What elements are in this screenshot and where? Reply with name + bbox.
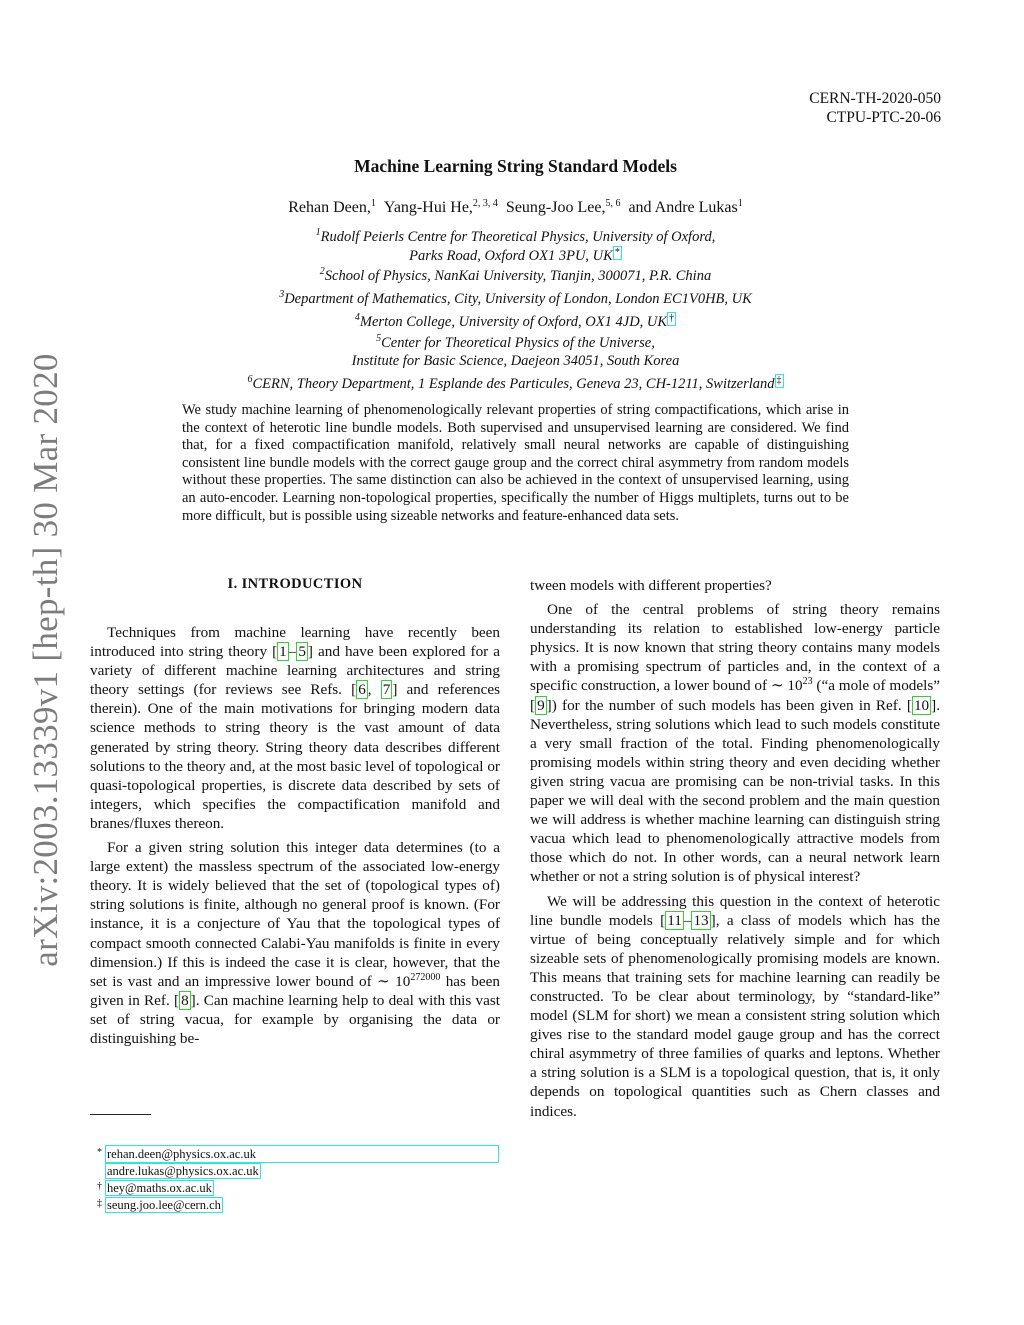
author-name: Seung-Joo Lee, <box>505 199 606 216</box>
footnote-link[interactable]: * <box>614 247 620 258</box>
arxiv-identifier: arXiv:2003.13339v1 [hep-th] 30 Mar 2020 <box>26 353 65 967</box>
affil-number: 3 <box>279 289 285 300</box>
author-affil: 1 <box>737 198 743 209</box>
affil-number: 4 <box>354 312 360 323</box>
affil-number: 5 <box>376 333 382 344</box>
affil-text: Institute for Basic Science, Daejeon 34051, South Korea <box>351 353 680 369</box>
citation-link[interactable]: 6 <box>358 681 366 699</box>
email-link[interactable]: hey@maths.ox.ac.uk <box>107 1181 212 1195</box>
affil-text: Parks Road, Oxford OX1 3PU, UK <box>409 248 613 264</box>
affil-text: CERN, Theory Department, 1 Esplande des Particules, Geneva 23, CH-1211, Switzerland <box>252 376 775 392</box>
paragraph: For a given string solution this integer data determines (to a large extent) the massless spectrum of the associated low-energy theory. It is widely believed that the set of (topological types of) string solutions is finite, although no general proof is known. (For instance, it is a conjecture of Yau that the topological types of compact smooth connected Calabi-Yau manifolds is finite in every dimension.) If this is indeed the case it is clear, however, that the set is vast and an impressive lower bound of ∼ $10^{272000}$ has been given in Ref. [ 8 ]. Can machine learning help to deal with this vast set of string vacua, for example by organising the data or distinguishing be- <box>90 839 500 1047</box>
citation-link[interactable]: 5 <box>298 643 306 661</box>
affil-text: Center for Theoretical Physics of the Universe, <box>381 335 655 351</box>
email-link[interactable]: seung.joo.lee@cern.ch <box>107 1198 221 1212</box>
author-name: Rehan Deen, <box>288 199 371 216</box>
report-number: CERN-TH-2020-050 <box>809 90 941 107</box>
footnote-link[interactable]: † <box>669 313 675 324</box>
affil-text: School of Physics, NanKai University, Tianjin, 300071, P.R. China <box>324 268 712 284</box>
email-link[interactable]: rehan.deen@physics.ox.ac.uk <box>105 1145 499 1163</box>
citation-link[interactable]: 10 <box>913 696 930 714</box>
affil-text: Department of Mathematics, City, University of London, London EC1V0HB, UK <box>284 291 752 307</box>
report-numbers <box>809 89 941 127</box>
report-number: CTPU-PTC-20-06 <box>826 109 941 126</box>
affil-number: 1 <box>315 227 321 238</box>
affil-text: Rudolf Peierls Centre for Theoretical Physics, University of Oxford, <box>320 229 716 245</box>
left-column <box>90 623 500 1053</box>
paragraph: Techniques from machine learning have recently been introduced into string theory [ 1 – 5 ] and have been explored for a variety of different machine learning architectures and string theory settings (for reviews see Refs. [ 6 , 7 ] and references therein). One of the main motivations for bringing modern data science methods to string theory is the vast amount of data generated by string theory. String theory data describes different solutions to the theory and, at the most basic level of topological or quasi-topological properties, is discrete data described by sets of integers, which specifies the compactification manifold and branes/fluxes thereon. <box>90 624 500 832</box>
footnotes <box>90 1145 510 1213</box>
paragraph: One of the central problems of string theory remains understanding its relation to established low-energy particle physics. It is now known that string theory contains many models with a promising spectrum of particles and, in the context of a specific construction, a lower bound of ∼ $10^{23}$ (“a mole of models” [ 9 ]) for the number of such models has been given in Ref. [ 10 ]. Nevertheless, string solutions which lead to such models constitute a very small fraction of the total. Finding phenomenologically promising models within string theory and even deciding whether given string vacua are promising can be non-trivial tasks. In this paper we will deal with the second problem and the main question we will address is whether machine learning can distinguish string vacua which lead to phenomenologically attractive models from those which do not. In other words, can a neural network learn whether or not a string solution is of physical interest? <box>530 601 941 886</box>
footnote-rule <box>90 1114 151 1115</box>
citation-link[interactable]: 11 <box>667 911 682 929</box>
citation-link[interactable]: 8 <box>181 991 189 1009</box>
affil-text: Merton College, University of Oxford, OX1 4JD, UK <box>359 314 668 330</box>
affiliation-5 <box>0 334 1024 370</box>
paper-title: Machine Learning String Standard Models <box>354 156 677 176</box>
affiliation-4 <box>0 312 1024 331</box>
citation-link[interactable]: 7 <box>382 681 391 699</box>
author-affil: 5, 6 <box>605 198 621 209</box>
section-heading: I. INTRODUCTION <box>227 576 363 592</box>
right-column <box>530 576 940 1126</box>
footnote: * rehan.deen@physics.ox.ac.uk <box>90 1145 510 1163</box>
citation-link[interactable]: 1 <box>279 643 287 661</box>
author-name: Yang-Hui He, <box>383 199 473 216</box>
paragraph: tween models with different properties? <box>530 577 772 594</box>
affiliation-6 <box>0 374 1024 393</box>
affil-number: 6 <box>247 374 253 385</box>
citation-link[interactable]: 13 <box>693 911 709 929</box>
paragraph: We will be addressing this question in the context of heterotic line bundle models [ 11 – 13 ], a class of models which has the virtue of being conceptually relatively simple and for which sizeable sets of phenomenologically promising models are known. This means that training sets for machine learning can readily be constructed. To be clear about terminology, by “standard-like” model (SLM for short) we mean a consistent string solution which gives rise to the standard model gauge group and has the correct chiral asymmetry of three families of quarks and leptons. Whether a string solution is a SLM is a topological question, that is, it only depends on topological quantities such as Chern classes and indices. <box>530 892 940 1120</box>
email-link[interactable]: andre.lukas@physics.ox.ac.uk <box>107 1164 259 1178</box>
footnote <box>90 1163 510 1179</box>
footnote: † hey@maths.ox.ac.uk <box>97 1181 212 1195</box>
abstract: We study machine learning of phenomenologically relevant properties of string compactifications, which arise in the context of heterotic line bundle models. Both supervised and unsupervised learning are considered. We find that, for a fixed compactification manifold, relatively small neural networks are capable of distinguishing consistent line bundle models with the correct gauge group and the correct chiral asymmetry from random models without these properties. The same distinction can also be achieved in the context of unsupervised learning, using an auto-encoder. Learning non-topological properties, specifically the number of Higgs multiplets, turns out to be more difficult, but is possible using sizeable networks and feature-enhanced data sets. <box>182 402 849 524</box>
affil-number: 2 <box>319 266 325 277</box>
affiliation-3 <box>0 290 1024 308</box>
footnote-link[interactable]: ‡ <box>776 375 782 386</box>
author-affil: 2, 3, 4 <box>472 198 498 209</box>
author-affil: 1 <box>370 198 376 209</box>
affiliation-2 <box>0 267 1024 285</box>
citation-link[interactable]: 9 <box>537 696 545 714</box>
footnote: ‡ seung.joo.lee@cern.ch <box>97 1198 221 1212</box>
affiliation-1 <box>0 228 1024 265</box>
author-list <box>0 199 1024 217</box>
author-name: and Andre Lukas <box>628 199 738 216</box>
